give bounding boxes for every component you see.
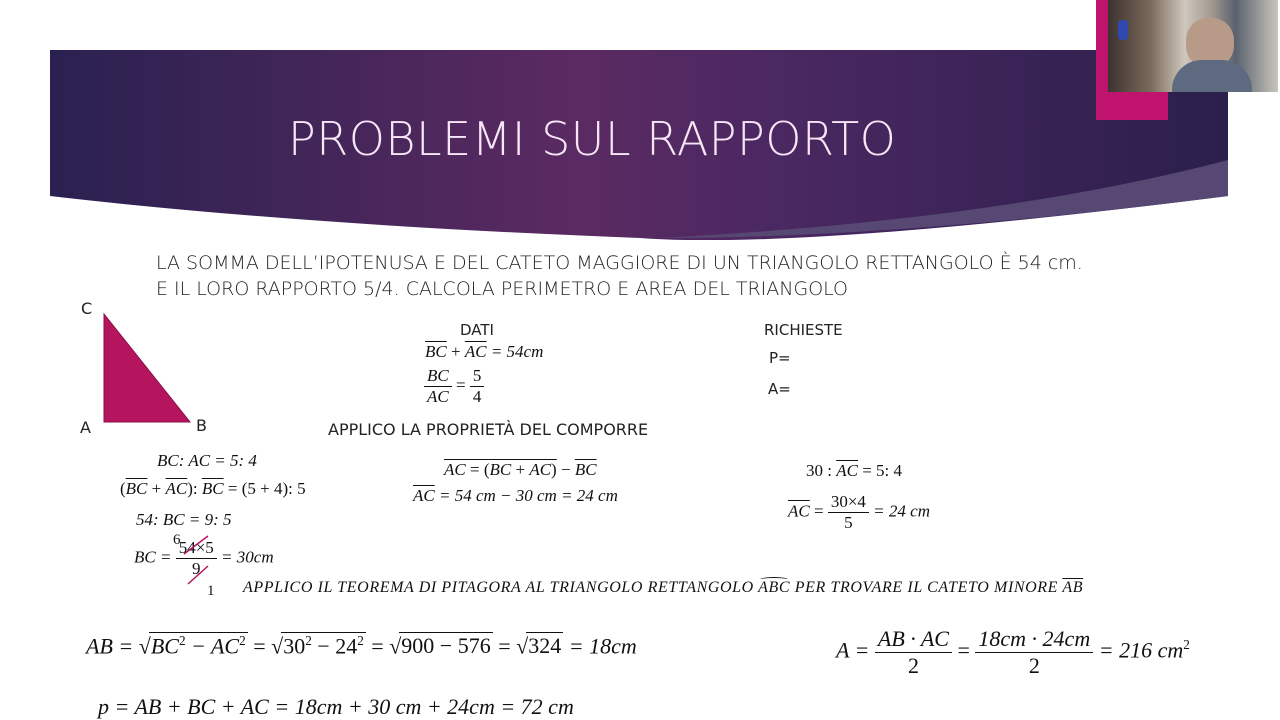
step-ratio: BC: AC = 5: 4 [157,451,257,470]
perimeter-formula: p = AB + BC + AC = 18cm + 30 cm + 24cm = 72 cm [98,694,574,719]
right-triangle-diagram [100,310,195,426]
step-alt-proportion: 30 : $\overline{AC} = 5$: 4 [806,461,903,480]
cancel-strike-marks [178,534,218,586]
presenter-video [1108,0,1278,92]
cancel-bottom-value: 1 [207,583,215,599]
comporre-heading: APPLICO LA PROPRIETÀ DEL COMPORRE [328,420,649,439]
vertex-b-label: B [196,416,207,435]
dati-sum-equation: $\overline{BC} + \overline{AC} = 54cm$ [425,342,544,361]
problem-line-2: E IL LORO RAPPORTO 5/4. CALCOLA PERIMETRO E AREA DEL TRIANGOLO [156,278,849,300]
pitagora-instruction: APPLICO IL TEOREMA DI PITAGORA AL TRIANGOLO RETTANGOLO ABC PER TROVARE IL CATETO MINORE $\overline{AB}$ [243,579,1084,596]
richieste-heading: RICHIESTE [764,321,843,339]
cancel-top-value: 6 [173,532,181,548]
step-comporre: $(\overline{BC} + \overline{AC})$: $\overline{BC} = (5 + 4)$: 5 [120,479,306,498]
step-ac-derivation: AC = $(BC + AC) - \overline{BC}$ [444,460,597,479]
richieste-area: A= [768,380,791,398]
dati-heading: DATI [460,321,494,339]
angle-abc: ABC [758,579,791,596]
dati-ratio-equation: $\frac{BC}{AC}$ = $\frac{5}{4}$ [424,366,484,407]
problem-statement [156,250,1083,302]
ab-pythagoras-formula: AB = $√BC^2 - AC^2 = √30^2 - 24^2 = √900 - 576 = √324 = 18cm$ [86,633,637,659]
vertex-c-label: C [81,299,93,318]
presenter-webcam [1096,0,1280,120]
step-proportion: 54: BC = 9: 5 [136,510,232,529]
problem-line-1: LA SOMMA DELL’IPOTENUSA E DEL CATETO MAGGIORE DI UN TRIANGOLO RETTANGOLO È 54 cm. [156,252,1083,274]
richieste-perimeter: P= [769,349,791,367]
area-formula: A = $\frac{AB \cdot AC}{2}$ = $\frac{18cm \cdot 24cm}{2}$ = 216 $cm^2$ [836,626,1190,678]
step-ac-result: $\overline{AC} = 54$ cm − 30 cm = 24 cm [413,486,618,505]
step-alt-ac-result: $\overline{AC}$ = $\frac{30\times 4}{5}$ = 24 cm [788,492,930,532]
slide-title: PROBLEMI SUL RAPPORTO [288,112,897,166]
step-bc-result: BC = $\frac{54\times 5}{9}$ = 30cm [134,538,274,578]
vertex-a-label: A [80,418,91,437]
